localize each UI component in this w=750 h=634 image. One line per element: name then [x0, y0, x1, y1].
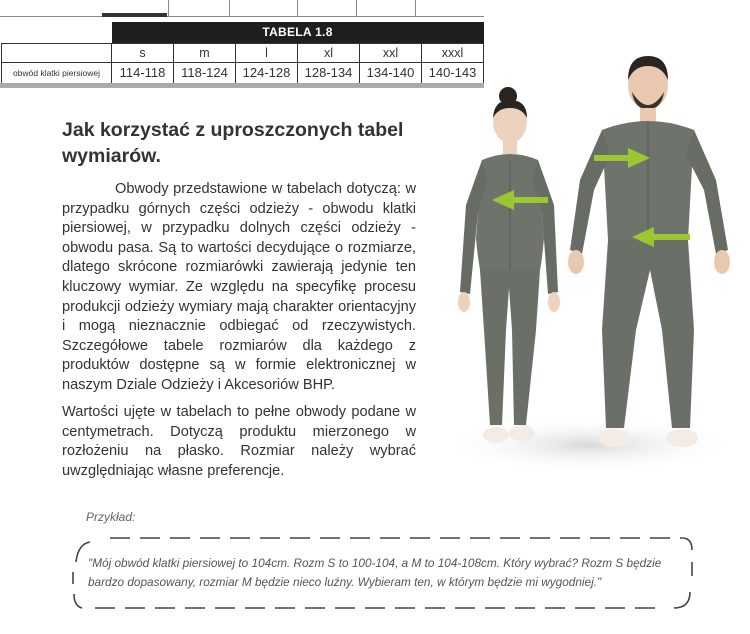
man-figure [568, 56, 730, 447]
size-table [1, 22, 484, 84]
value-xxxl: 140-143 [422, 62, 484, 83]
size-l: l [236, 43, 298, 62]
previous-table-stub [0, 0, 484, 17]
divider-rule [0, 83, 484, 88]
section-heading: Jak korzystać z uproszczonych tabel wymiarów. [62, 119, 404, 167]
size-xl: xl [298, 43, 360, 62]
paragraph-1-text: Obwody przedstawione w tabelach dotyczą: w przypadku górnych części odzieży - obwodu klatki piersiowej, w przypadku dolnych części odzieży - obwodu pasa. Są to wartości decydujące o rozmiarze, dlatego skrócone rozmiarówki zawierają jedynie ten kluczowy wymiar. Ze względu na specyfikę procesu produkcji odzieży wymiary mają charakter orientacyjny i mogą nieznacznie odbiegać od rzeczywistych. Szczegółowe tabele rozmiarów dla każdego z produktów dostępne są w formie elektronicznej w naszym Dziale Odzieży i Akcesoriów BHP. [62, 181, 416, 393]
row-label: obwód klatki piersiowej [2, 62, 112, 83]
value-xxl: 134-140 [360, 62, 422, 83]
size-xxl: xxl [360, 43, 422, 62]
value-xl: 128-134 [298, 62, 360, 83]
table-row [2, 62, 484, 83]
woman-figure [458, 87, 560, 443]
table-header-row [2, 43, 484, 62]
size-m: m [174, 43, 236, 62]
value-m: 118-124 [174, 62, 236, 83]
example-label: Przykład: [86, 510, 136, 524]
size-s: s [112, 43, 174, 62]
thermal-underwear-figures [430, 30, 750, 480]
body-paragraph-2: Wartości ujęte w tabelach to pełne obwody podane w centymetrach. Dotyczą produktu mierzonego w rozłożeniu na płasko. Rozmiar należy wybrać uwzględniając własne preferencje. [62, 404, 416, 479]
body-paragraph-1 [62, 180, 416, 396]
example-text: "Mój obwód klatki piersiowej to 104cm. Rozm S to 100-104, a M to 104-108cm. Który wybrać? Rozm S będzie bardzo dopasowany, rozmiar M będzie nieco luźny. Wybieram ten, w którym będzie mi wygodniej." [88, 556, 662, 589]
value-s: 114-118 [112, 62, 174, 83]
table-corner-cell [2, 43, 112, 62]
value-l: 124-128 [236, 62, 298, 83]
table-title: TABELA 1.8 [112, 22, 484, 43]
size-xxxl: xxxl [422, 43, 484, 62]
